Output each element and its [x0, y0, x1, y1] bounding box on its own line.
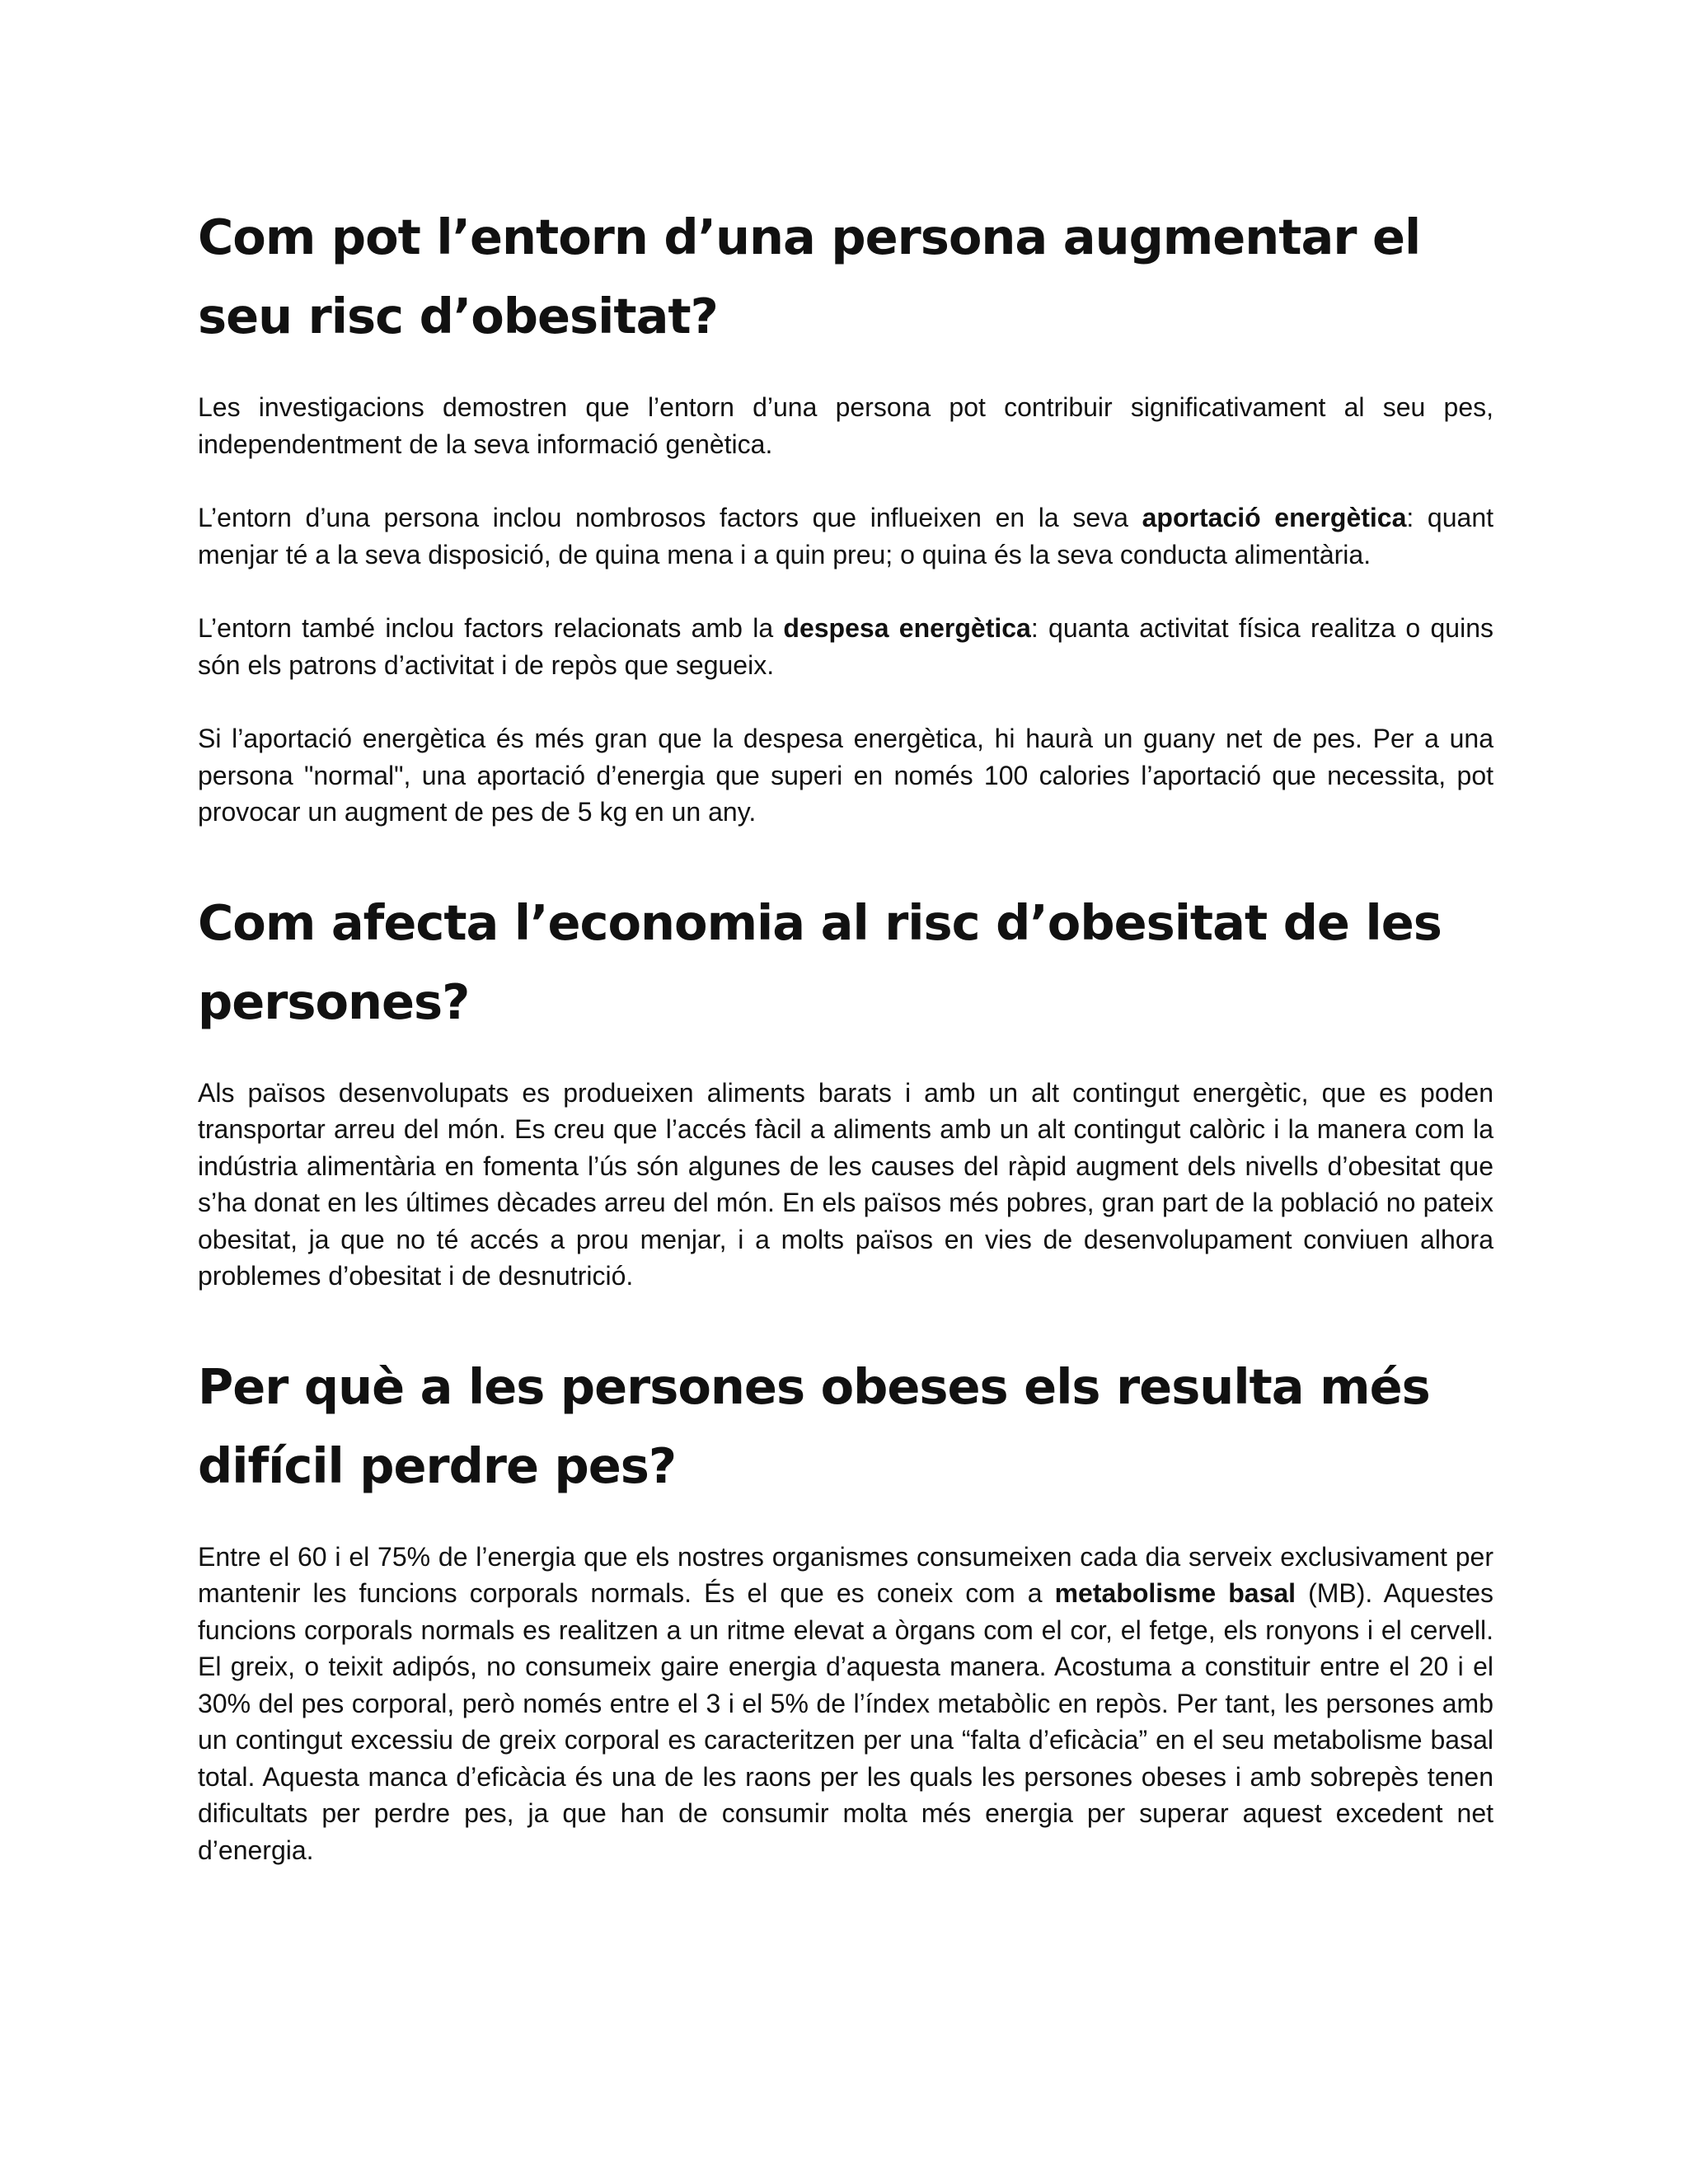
section-heading-environment: Com pot l’entorn d’una persona augmentar el seu risc d’obesitat?: [198, 209, 1421, 344]
bold-term-basal-metabolism: metabolisme basal: [1054, 1578, 1296, 1608]
section-weight-loss: [198, 1347, 1493, 1869]
paragraph-energy-intake: [198, 499, 1493, 573]
paragraph-text: : quant menjar té a la seva disposició, de quina mena i a quin preu; o quina és la seva conducta alimentària.: [198, 503, 1494, 569]
paragraph-energy-expenditure: [198, 610, 1493, 683]
paragraph-text: L’entorn d’una persona inclou nombrosos factors que influeixen en la seva: [198, 503, 1142, 532]
bold-term-energy-expenditure: despesa energètica: [783, 613, 1031, 643]
paragraph-text: (MB). Aquestes funcions corporals normals es realitzen a un ritme elevat a òrgans com el cor, el fetge, els ronyons i el cervell. El greix, o teixit adipós, no consumeix gaire energia d’aquesta manera. Acostuma a constituir entre el 20 i el 30% del pes corporal, però només entre el 3 i el 5% de l’índex metabòlic en repòs. Per tant, les persones amb un contingut excessiu de greix corporal es caracteritzen per una “falta d’eficàcia” en el seu metabolisme basal total. Aquesta manca d’eficàcia és una de les raons per les quals les persones obeses i amb sobrepès tenen dificultats per perdre pes, ja que han de consumir molta més energia per superar aquest excedent net d’energia.: [198, 1578, 1494, 1865]
document-page: [198, 198, 1493, 1868]
paragraph-economy: Als països desenvolupats es produeixen aliments barats i amb un alt contingut energètic, que es poden transportar arreu del món. Es creu que l’accés fàcil a aliments amb un alt contingut calòric i la manera com la indústria alimentària en fomenta l’ús són algunes de les causes del ràpid augment dels nivells d’obesitat que s’ha donat en les últimes dècades arreu del món. En els països més pobres, gran part de la població no pateix obesitat, ja que no té accés a prou menjar, i a molts països en vies de desenvolupament conviuen alhora problemes d’obesitat i de desnutrició.: [198, 1077, 1493, 1291]
bold-term-energy-intake: aportació energètica: [1142, 503, 1407, 532]
paragraph-text: Entre el 60 i el 75% de l’energia que els nostres organismes consumeixen cada dia serveix exclusivament per mantenir les funcions corporals normals. És el que es coneix com a: [198, 1541, 1493, 1608]
section-environment-risk: [198, 198, 1493, 831]
paragraph-text: : quanta activitat física realitza o quins són els patrons d’activitat i de repòs que segueix.: [198, 613, 1494, 680]
section-heading-economy: Com afecta l’economia al risc d’obesitat de les persones?: [198, 893, 1442, 1030]
paragraph-text: L’entorn també inclou factors relacionats amb la: [198, 613, 784, 643]
section-economy-risk: [198, 883, 1493, 1295]
section-heading-weight-loss: Per què a les persones obeses els resulta més difícil perdre pes?: [198, 1357, 1430, 1494]
paragraph-environment-intro: Les investigacions demostren que l’entorn d’una persona pot contribuir significativament al seu pes, independentment de la seva informació genètica.: [198, 392, 1493, 459]
paragraph-basal-metabolism: [198, 1539, 1493, 1869]
paragraph-weight-gain: Si l’aportació energètica és més gran que la despesa energètica, hi haurà un guany net de pes. Per a una persona "normal", una aportació d’energia que superi en només 100 calories l’aportació que necessita, pot provocar un augment de pes de 5 kg en un any.: [198, 724, 1493, 827]
